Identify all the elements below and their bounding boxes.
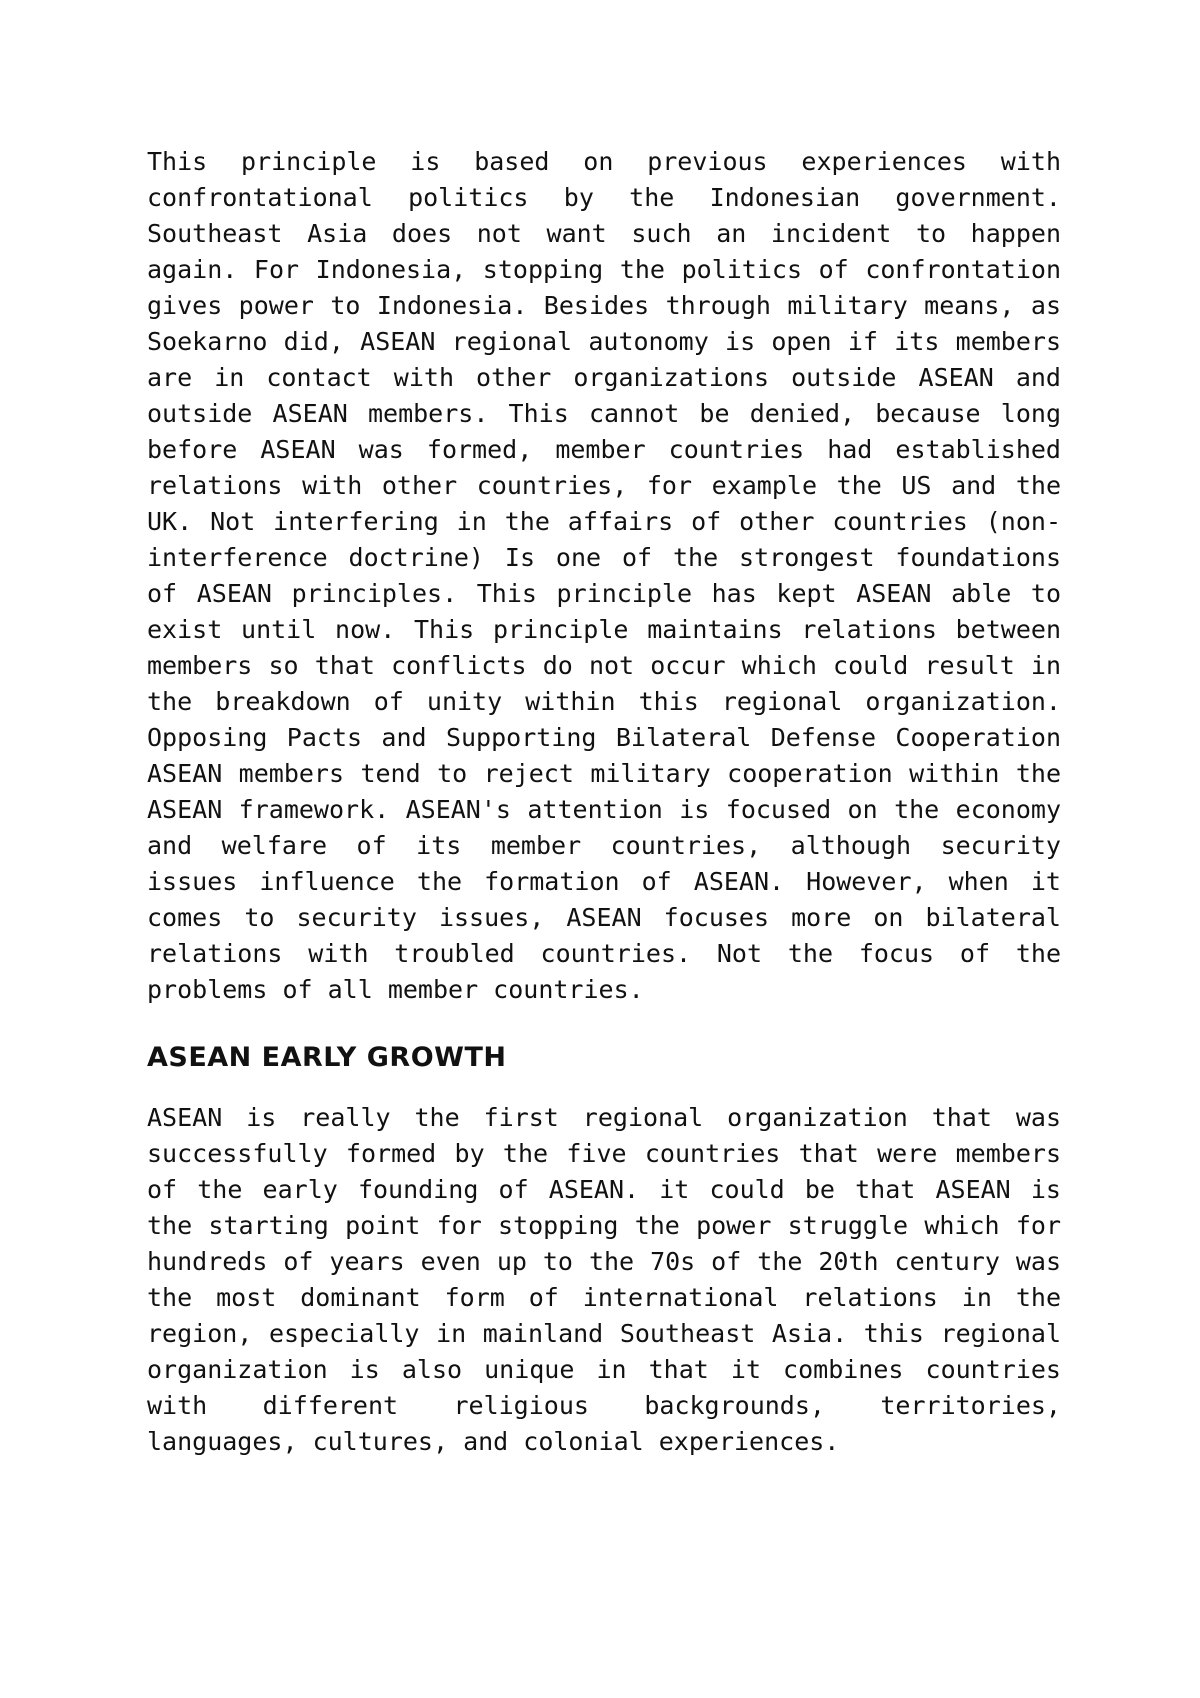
section-heading: ASEAN EARLY GROWTH: [147, 1042, 507, 1073]
body-paragraph: ASEAN is really the first regional organization that was successfully formed by the five countries that were members of the early founding of ASEAN. it could be that ASEAN is the starting point for stopping the power struggle which for hundreds of years even up to the 70s of the 20th century was the most dominant form of international relations in the region, especially in mainland Southeast Asia. this regional organization is also unique in that it combines countries with different religious backgrounds, territories, languages, cultures, and colonial experiences.: [147, 1103, 1061, 1456]
document-page: [147, 144, 1061, 1460]
body-paragraph: This principle is based on previous experiences with confrontational politics by the Indonesian government. Southeast Asia does not want such an incident to happen again. For Indonesia, stopping the politics of confrontation gives power to Indonesia. Besides through military means, as Soekarno did, ASEAN regional autonomy is open if its members are in contact with other organizations outside ASEAN and outside ASEAN members. This cannot be denied, because long before ASEAN was formed, member countries had established relations with other countries, for example the US and the UK. Not interfering in the affairs of other countries (non-interference doctrine) Is one of the strongest foundations of ASEAN principles. This principle has kept ASEAN able to exist until now. This principle maintains relations between members so that conflicts do not occur which could result in the breakdown of unity within this regional organization. Opposing Pacts and Supporting Bilateral Defense Cooperation ASEAN members tend to reject military cooperation within the ASEAN framework. ASEAN's attention is focused on the economy and welfare of its member countries, although security issues influence the formation of ASEAN. However, when it comes to security issues, ASEAN focuses more on bilateral relations with troubled countries. Not the focus of the problems of all member countries.: [147, 147, 1061, 1004]
